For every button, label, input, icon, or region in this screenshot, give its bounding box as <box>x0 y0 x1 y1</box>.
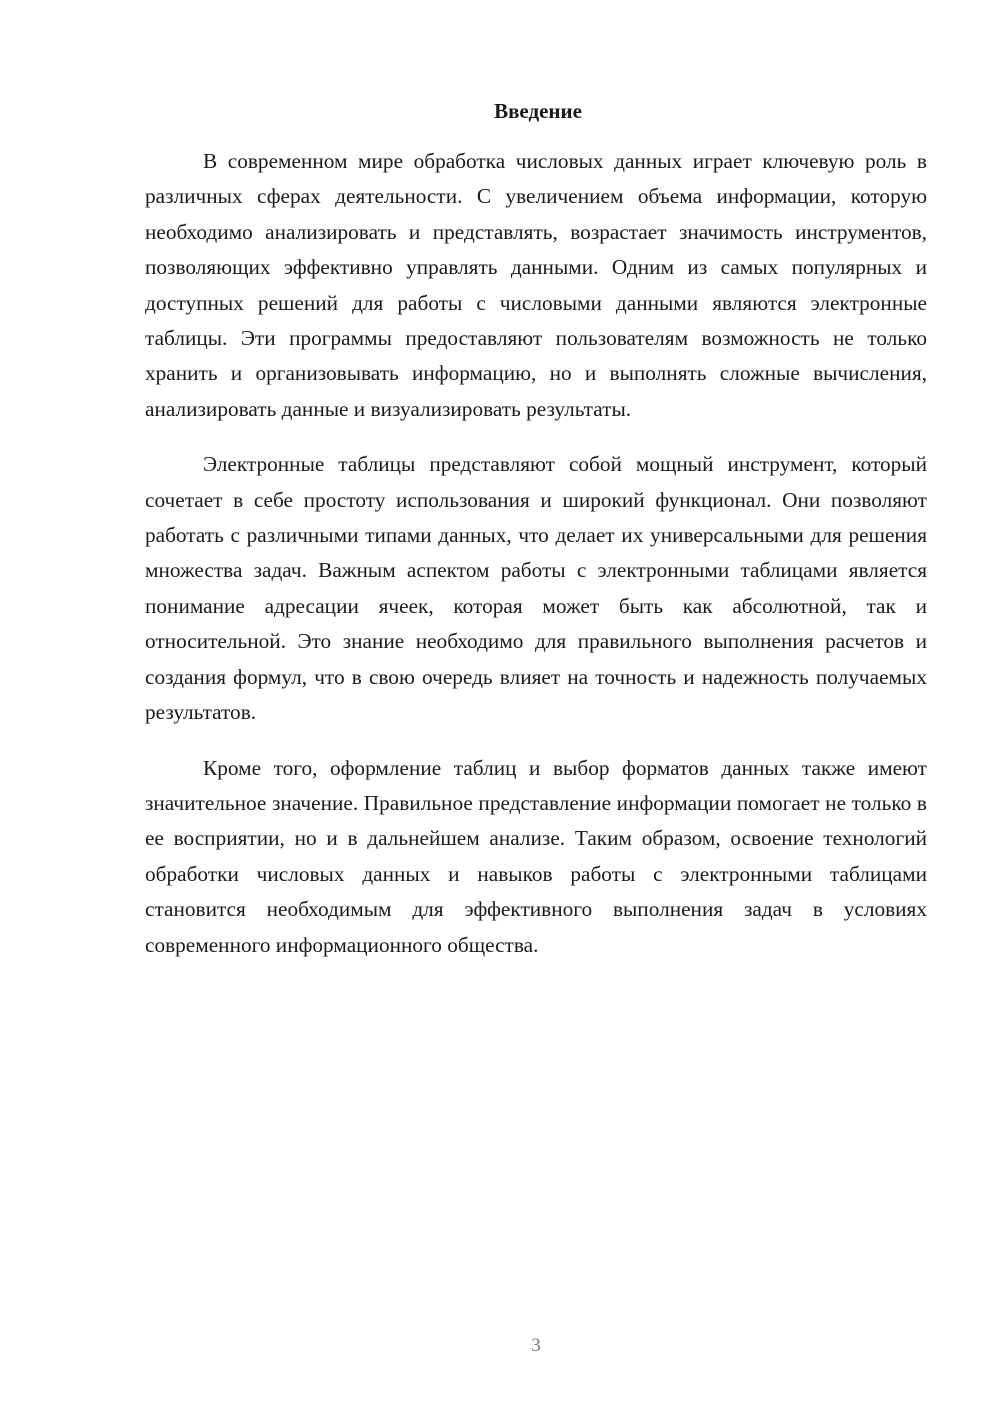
paragraph-3: Кроме того, оформление таблиц и выбор форматов данных также имеют значительное значение. Правильное представление информации помогает не только в ее восприятии, но и в дальнейшем анализе. Таким образом, освоение технологий обработки числовых данных и навыков работы с электронными таблицами становится необходимым для эффективного выполнения задач в условиях современного информационного общества. <box>145 755 927 957</box>
section-heading: Введение <box>494 99 582 123</box>
paragraph-2: Электронные таблицы представляют собой мощный инструмент, который сочетает в себе простоту использования и широкий функционал. Они позволяют работать с различными типами данных, что делает их универсальными для решения множества задач. Важным аспектом работы с электронными таблицами является понимание адресации ячеек, которая может быть как абсолютной, так и относительной. Это знание необходимо для правильного выполнения расчетов и создания формул, что в свою очередь влияет на точность и надежность получаемых результатов. <box>145 452 927 725</box>
page-number: 3 <box>531 1335 541 1356</box>
body-text <box>145 144 927 983</box>
paragraph-1: В современном мире обработка числовых данных играет ключевую роль в различных сферах деятельности. С увеличением объема информации, которую необходимо анализировать и представлять, возрастает значимость инструментов, позволяющих эффективно управлять данными. Одним из самых популярных и доступных решений для работы с числовыми данными являются электронные таблицы. Эти программы предоставляют пользователям возможность не только хранить и организовывать информацию, но и выполнять сложные вычисления, анализировать данные и визуализировать результаты. <box>145 149 927 421</box>
